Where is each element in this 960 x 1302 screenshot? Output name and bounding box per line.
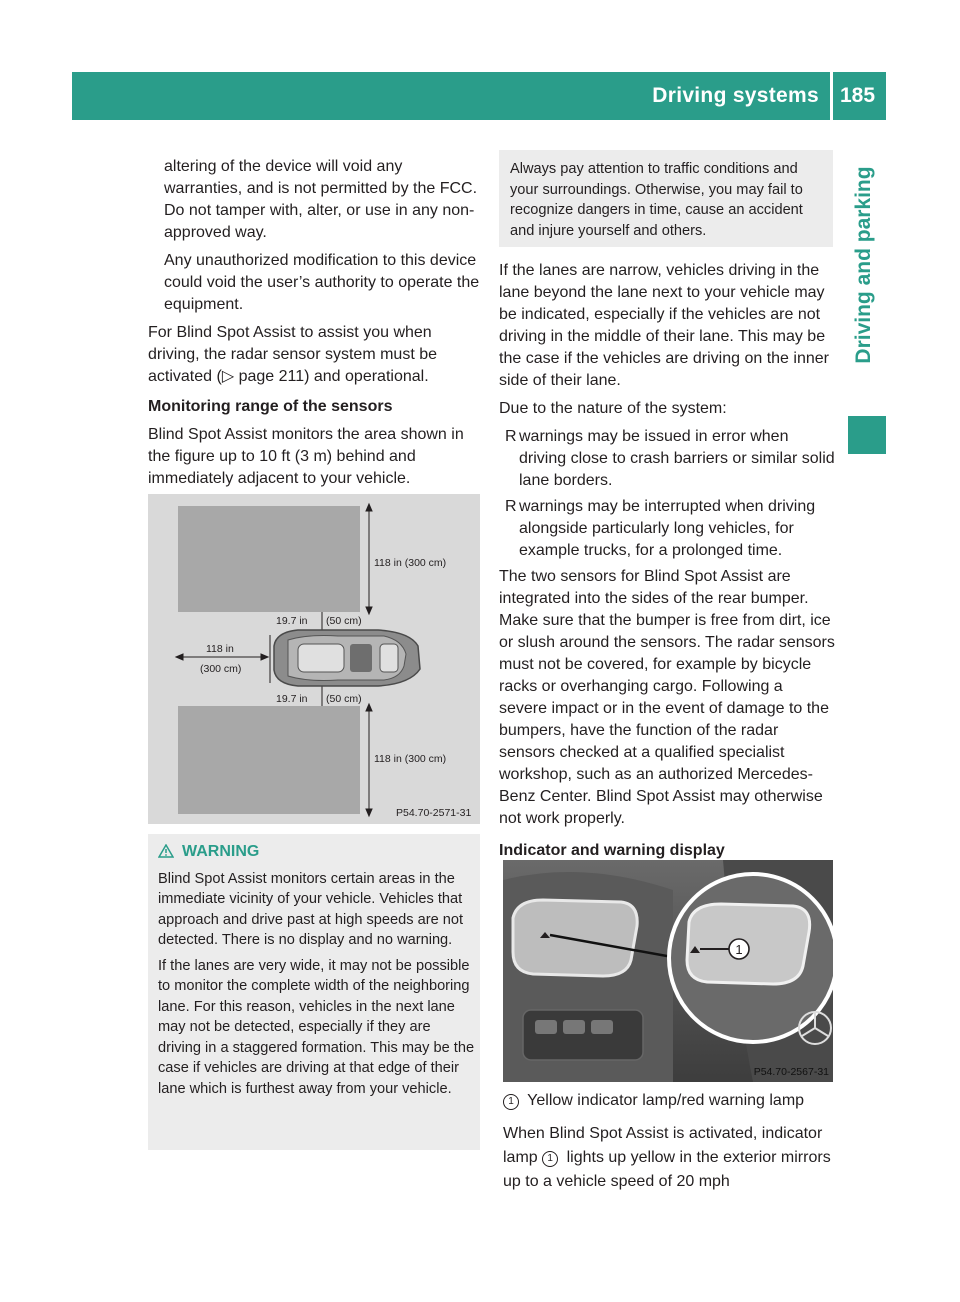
activated-text-start: When Blind Spot Assist is activated, indicator lamp [503, 1125, 823, 1166]
narrow-lanes-paragraph: If the lanes are narrow, vehicles driving in the lane beyond the lane next to your vehicle may be indicated, especially if the vehicles are not driving in the middle of their lane. This may be the case if the vehicles are driving on the inner side of their lane. [499, 262, 829, 389]
activated-text-end: lights up yellow in the exterior mirrors up to a vehicle speed of 20 mph [503, 1149, 831, 1190]
mirror-indicator-illustration [503, 860, 833, 1082]
monitoring-range-figure [148, 494, 480, 824]
warning-box [148, 834, 480, 1150]
bottom-gap-in-label: 19.7 in [276, 693, 308, 705]
bullet-mark: R [505, 498, 517, 515]
section-title: Driving systems [652, 84, 819, 107]
mirror-indicator-figure [503, 860, 833, 1082]
bullet-text: warnings may be issued in error when driving close to crash barriers or similar solid lane borders. [519, 428, 835, 489]
figure-code: P54.70-2567-31 [753, 1066, 829, 1078]
left-column [148, 156, 482, 496]
nature-paragraph: Due to the nature of the system: [499, 400, 727, 417]
exterior-mirror [513, 900, 637, 976]
warning-paragraph-1: Blind Spot Assist monitors certain areas in the immediate vicinity of your vehicle. Vehicles that approach and drive past at high speeds are not detected. There is no display and no warning. [158, 870, 464, 948]
side-tab-label: Driving and parking [852, 166, 875, 364]
bottom-gap-cm-label: (50 cm) [326, 693, 362, 705]
bottom-detection-zone [178, 706, 360, 814]
side-tab [842, 120, 886, 410]
callout-1-icon: 1 [542, 1151, 558, 1167]
rear-length-in-label: 118 in [206, 643, 234, 655]
sensors-paragraph: The two sensors for Blind Spot Assist are integrated into the sides of the rear bumper. Make sure that the bumper is free from dirt, ice or slush around the sensors. The radar sensors must not be covered, for example by bicycle racks or overhanging cargo. Following a severe impact or in the event of damage to the bumpers, have the function of the radar sensors checked at a qualified specialist workshop, such as an authorized Mercedes-Benz Center. Blind Spot Assist may otherwise not work properly. [499, 568, 835, 827]
side-tab-marker [848, 416, 886, 454]
callout-number: 1 [735, 942, 743, 957]
top-gap-in-label: 19.7 in [276, 615, 308, 627]
rear-length-cm-label: (300 cm) [200, 663, 242, 675]
list-item [499, 496, 835, 562]
legend-item [503, 1090, 835, 1112]
warning-title: WARNING [182, 843, 260, 860]
warning-triangle-icon [158, 844, 174, 865]
attention-box [499, 150, 833, 247]
indicator-heading: Indicator and warning display [499, 842, 725, 859]
modification-paragraph: Any unauthorized modification to this device could void the user’s authority to operate the equipment. [164, 252, 480, 313]
activated-paragraph [503, 1122, 835, 1194]
legend-text: Yellow indicator lamp/red warning lamp [527, 1092, 805, 1109]
warning-paragraph-2: If the lanes are very wide, it may not be possible to monitor the complete width of the neighboring lane. For this reason, vehicles in the next lane may not be detected, especially if they are driving in a staggered formation. This may be the case if vehicles are driving at that edge of their lane which is furthest away from your vehicle. [158, 957, 475, 1097]
range-paragraph: Blind Spot Assist monitors the area shown in the figure up to 10 ft (3 m) behind and immediately adjacent to your vehicle. [148, 426, 464, 487]
page-number: 185 [840, 84, 876, 107]
bottom-length-label: 118 in (300 cm) [374, 753, 447, 765]
activation-paragraph: For Blind Spot Assist to assist you when driving, the radar sensor system must be activated (▷ page 211) and operational. [148, 324, 438, 385]
figure-code: P54.70-2571-31 [396, 807, 472, 819]
list-item [499, 426, 835, 492]
right-column [499, 260, 835, 868]
top-gap-cm-label: (50 cm) [326, 615, 362, 627]
header-separator [830, 72, 833, 120]
fcc-paragraph: altering of the device will void any warranties, and is not permitted by the FCC. Do not tamper with, alter, or use in any non-approved way. [164, 158, 478, 241]
callout-1-icon: 1 [503, 1094, 519, 1110]
warning-heading [158, 842, 476, 865]
range-heading: Monitoring range of the sensors [148, 398, 393, 415]
top-length-label: 118 in (300 cm) [374, 557, 447, 569]
figure-legend-block [503, 1090, 835, 1200]
bullet-text: warnings may be interrupted when driving alongside particularly long vehicles, for example trucks, for a prolonged time. [519, 498, 816, 559]
attention-text: Always pay attention to traffic conditions and your surroundings. Otherwise, you may fail to recognize dangers in time, cause an accident and injure yourself and others. [510, 161, 803, 239]
monitoring-range-diagram [148, 494, 480, 824]
car-top-view [274, 630, 420, 686]
top-detection-zone [178, 506, 360, 612]
bullet-mark: R [505, 428, 517, 445]
